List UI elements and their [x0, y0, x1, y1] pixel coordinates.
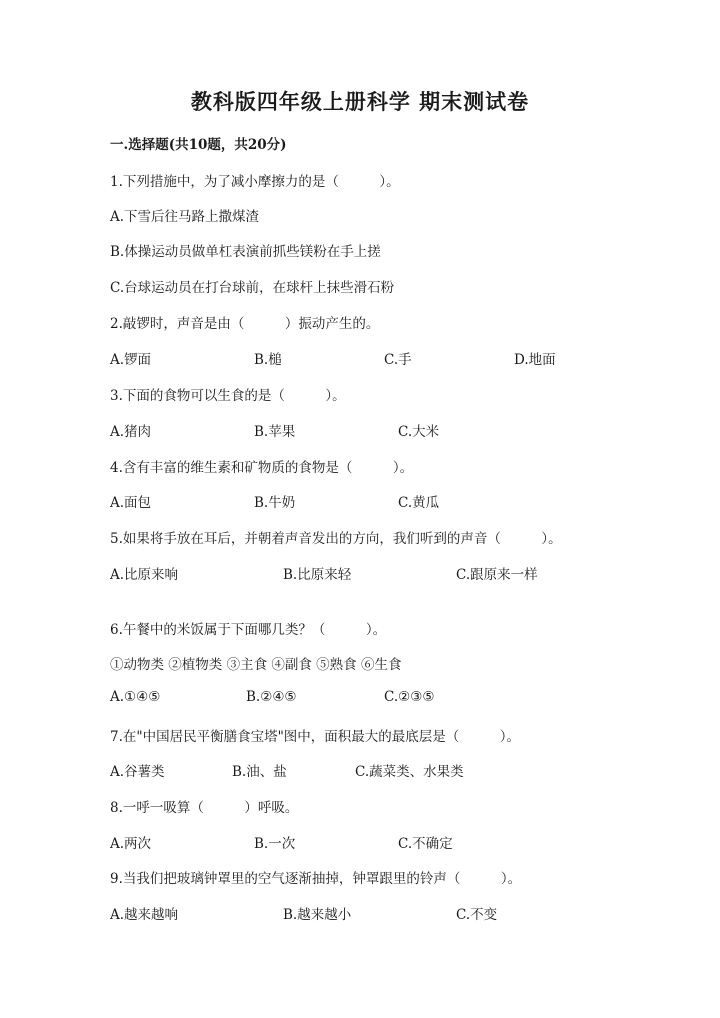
question-2-stem: 2.敲锣时，声音是由（ ）振动产生的。: [110, 316, 380, 332]
question-8-stem: 8.一呼一吸算（ ）呼吸。: [110, 800, 299, 816]
question-5-option-c: C.跟原来一样: [456, 567, 538, 583]
question-3-stem: 3.下面的食物可以生食的是（ ）。: [110, 388, 346, 404]
question-7-option-c: C.蔬菜类、水果类: [355, 764, 464, 780]
question-4-option-c: C.黄瓜: [398, 495, 440, 511]
question-6-choices-list: ①动物类 ②植物类 ③主食 ④副食 ⑤熟食 ⑥生食: [110, 657, 402, 673]
question-9-stem: 9.当我们把玻璃钟罩里的空气逐渐抽掉，钟罩跟里的铃声（ ）。: [110, 871, 522, 887]
question-4-option-b: B.牛奶: [254, 495, 296, 511]
question-3-option-c: C.大米: [398, 424, 440, 440]
question-9-option-b: B.越来越小: [283, 907, 352, 923]
question-8-option-c: C.不确定: [398, 836, 453, 852]
question-8-option-a: A.两次: [110, 836, 152, 852]
question-3-option-b: B.苹果: [254, 424, 296, 440]
question-7-option-a: A.谷薯类: [110, 764, 165, 780]
section-heading: 一.选择题(共10题，共20分): [110, 137, 287, 153]
question-9-option-a: A.越来越响: [110, 907, 179, 923]
question-8-option-b: B.一次: [254, 836, 296, 852]
question-5-option-a: A.比原来响: [110, 567, 179, 583]
question-6-option-b: B.②④⑤: [246, 689, 297, 705]
question-1-stem: 1.下列措施中，为了减小摩擦力的是（ ）。: [110, 174, 400, 190]
question-7-stem: 7.在"中国居民平衡膳食宝塔"图中，面积最大的最底层是（ ）。: [110, 729, 521, 745]
question-2-option-d: D.地面: [514, 352, 556, 368]
question-4-option-a: A.面包: [110, 495, 152, 511]
question-2-option-a: A.锣面: [110, 352, 152, 368]
question-7-option-b: B.油、盐: [232, 764, 287, 780]
question-6-stem: 6.午餐中的米饭属于下面哪几类？（ ）。: [110, 622, 387, 638]
question-1-option-c: C.台球运动员在打台球前，在球杆上抹些滑石粉: [110, 280, 395, 296]
question-4-stem: 4.含有丰富的维生素和矿物质的食物是（ ）。: [110, 460, 414, 476]
question-6-option-c: C.②③⑤: [384, 689, 435, 705]
question-5-option-b: B.比原来轻: [283, 567, 352, 583]
question-2-option-c: C.手: [384, 352, 412, 368]
question-2-option-b: B.槌: [254, 352, 282, 368]
question-3-option-a: A.猪肉: [110, 424, 152, 440]
question-1-option-a: A.下雪后往马路上撒煤渣: [110, 209, 260, 225]
question-9-option-c: C.不变: [456, 907, 498, 923]
question-1-option-b: B.体操运动员做单杠表演前抓些镁粉在手上搓: [110, 244, 381, 260]
question-5-stem: 5.如果将手放在耳后，并朝着声音发出的方向，我们听到的声音（ ）。: [110, 531, 562, 547]
page-title: 教科版四年级上册科学 期末测试卷: [190, 89, 530, 114]
question-6-option-a: A.①④⑤: [110, 689, 161, 705]
